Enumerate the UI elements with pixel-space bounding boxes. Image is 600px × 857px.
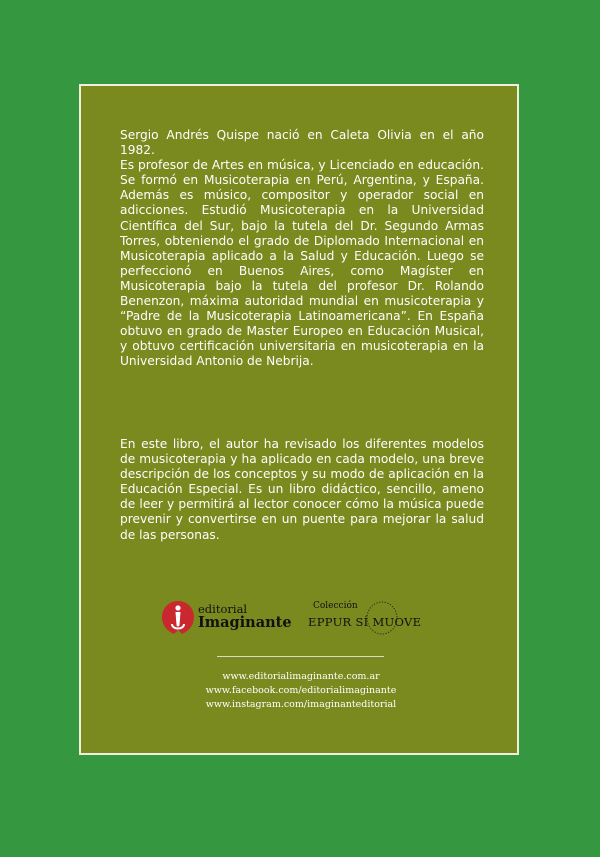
facebook-link[interactable]: www.facebook.com/editorialimaginante <box>205 685 397 696</box>
divider-line <box>217 656 384 657</box>
text-panel <box>79 84 519 755</box>
publisher-name: Imaginante <box>198 614 292 631</box>
collection-name: EPPUR SÍ MUOVE <box>308 615 422 629</box>
bio-career-paragraph: Es profesor de Artes en música, y Licenciado en educación. Se formó en Musicoterapia en Perú, Argentina, y España. Además es músico, compositor y operador social en adicciones. Estudió Musicoterapia en la Universidad Científica del Sur, bajo la tutela del Dr. Segundo Armas Torres, obteniendo el grado de Diplomado Internacional en Musicoterapia aplicado a la Salud y Educación. Luego se perfeccionó en Buenos Aires, como Magíster en Musicoterapia bajo la tutela del profesor Dr. Rolando Benenzon, máxima autoridad mundial en musicoterapia y “Padre de la Musicoterapia Latinoamericana”. En España obtuvo en grado de Master Europeo en Educación Musical, y obtuvo certificación universitaria en musicoterapia en la Universidad Antonio de Nebrija. <box>120 158 484 369</box>
bio-birth-paragraph: Sergio Andrés Quispe nació en Caleta Olivia en el año 1982. <box>120 128 484 158</box>
pen-nib-icon <box>161 600 195 636</box>
collection-label: Colección <box>313 601 358 611</box>
summary-paragraph: En este libro, el autor ha revisado los diferentes modelos de musicoterapia y ha aplicado en cada modelo, una breve descripción de los conceptos y su modo de aplicación en la Educación Especial. Es un libro didáctico, sencillo, ameno de leer y permitirá al lector conocer cómo la música puede prevenir y convertirse en un puente para mejorar la salud de las personas. <box>120 437 484 542</box>
publisher-label: editorial <box>198 602 248 616</box>
publisher-logos <box>161 598 461 638</box>
publisher-links <box>141 670 461 712</box>
book-summary <box>120 437 484 543</box>
author-bio <box>120 128 484 370</box>
instagram-link[interactable]: www.instagram.com/imaginanteditorial <box>205 699 397 710</box>
website-link[interactable]: www.editorialimaginante.com.ar <box>222 671 380 682</box>
